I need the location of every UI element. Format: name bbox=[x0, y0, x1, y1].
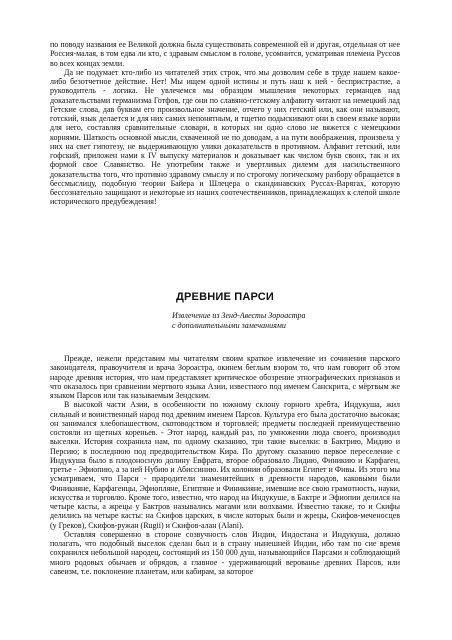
paragraph: Да не подумает кто-либо из читателей этих строк, что мы дозволим себе в труде нашем какое-либо безотчетное действие. Нет! Мы ищем одной истины и путь наш к ней - беспристрастие, а руководитель - логика. Не увлечемся мы образцом мышления некоторых германцев над доказательствами германизма Готфов, где они по славяно-гетскому алфавиту читают на немецкий лад Гетские слова, дав буквам его произвольное значение, отчего у них гетский или, как они называют, готский, язык делается и для них самих непонятным, и тщетно подыскивают они в своем языке корни для него, составляя сравнительные словари, в которых ни одно слово не вяжется с немецкими корнями. Шаткость основной мысли, схваченной не по доводам, а на пути воображения, произвела у них на свет гипотезу, не выдерживающую улики доказательств в противном. Алфавит гетский, или гофский, приложен нами к IV выпуску материалов и доказывает как числом букв своих, так и их формой свое Славянство. Не употребим также и увертливых дилемм для насильственного доказательства того, что противно здравому смыслу и по строгому логическому разбору обращается в бессмыслицу, подобную теории Байера и Шлецера о скандинавских Руссах-Варягах, которую бессознательно защищают и некоторые из наших соотечественников, принадлежащих к слепой школе исторического предубеждения! bbox=[50, 67, 400, 207]
section-subtitle bbox=[172, 311, 402, 331]
paragraph: В высокой части Азии, в особенности по южному склону горного хребта, Индукуша, жил сильный и воинственный народ под древним именем Парсов. Культура его была достаточно высокая; он занимался хлебопашеством, скотоводством и торговлей; предметы последней преимущественно состояли из щетных кореньев. - Этот народ, каждый раз, по умножении люда своего, производил выселки. История сохранила нам, по одному сказанию, три такие выселки: в Бактрию, Мидию и Персию; в последнюю под предводительством Кира. По другому сказанию первое переселение с Индукуша было в плодоносную долину Евфрата, второе образовало Лидию, Финикию и Карфаген, третье - Эфиопию, а за ней Нубию и Абиссинию. Их колонии образовали Египет и Фивы. Из этого мы усматриваем, что Парси - прародители знаменитейших в древности народов, каковыми были Финикияне, Карфагенцы, Эфиопляне, Египтяне и Финикияне, имевшие все свою грамотность, науки, искусства и торговлю. Кроме того, известно, что народ на Индукуше, в Бактре и Эфиопии делился на четыре касты, а жрецы у Бактров назывались магами или волхвами. Известно также, то и Скифы делились на четыре касты: на Скифов царских, в числе которых были и жрецы, Скифов-меченосцев (у Греков), Скифов-ружан (Rugii) и Скифов-алан (Alani). bbox=[50, 400, 400, 530]
section-heading: ДРЕВНИЕ ПАРСИ bbox=[175, 291, 275, 303]
paragraph: Прежде, нежели представим мы читателям своим краткое извлечение из сочинения парского законодателя, правоучителя и врача Зороастра, окинем беглым взором то, что нам говорит об этом народе древняя история, что нам представляет критическое обозрение этнографических признаков и что оказалось при сравнении мертвого языка Азии, известного под именем Санскрита, с мёртвым же языком Парсов или так называемым Зендским. bbox=[50, 354, 400, 400]
top-text-block bbox=[50, 40, 400, 207]
subtitle-line: Извлечение из Зенд-Авесты Зороастра bbox=[172, 311, 306, 320]
subtitle-line: с дополнительными замечаниями bbox=[172, 321, 286, 330]
bottom-text-block bbox=[50, 354, 400, 576]
paragraph: по поводу названия ее Великой должна была существовать современной ей и другая, отдельная от нее Россия-малая, в том едва ли кто, с здравым смыслом в голове, усомнится, усматривая племена Руссов во всех концах земли. bbox=[50, 40, 400, 68]
paragraph: Оставляя совершенно в стороне созвучность слов Индии, Индостана и Индукуша, должно полагать, что подобный выселок сделан был и в страну нынешней Индии, ибо там по сие время сохранился небольшой народец, состоящий из 150 000 душ, называющийся Парсами и соблюдающий много родовых обычаев и обрядов, а главное - удерживающий верованье древних Парсов, или савеизм, т.е. поклонение планетам, или кабирам, за которое bbox=[50, 529, 400, 576]
